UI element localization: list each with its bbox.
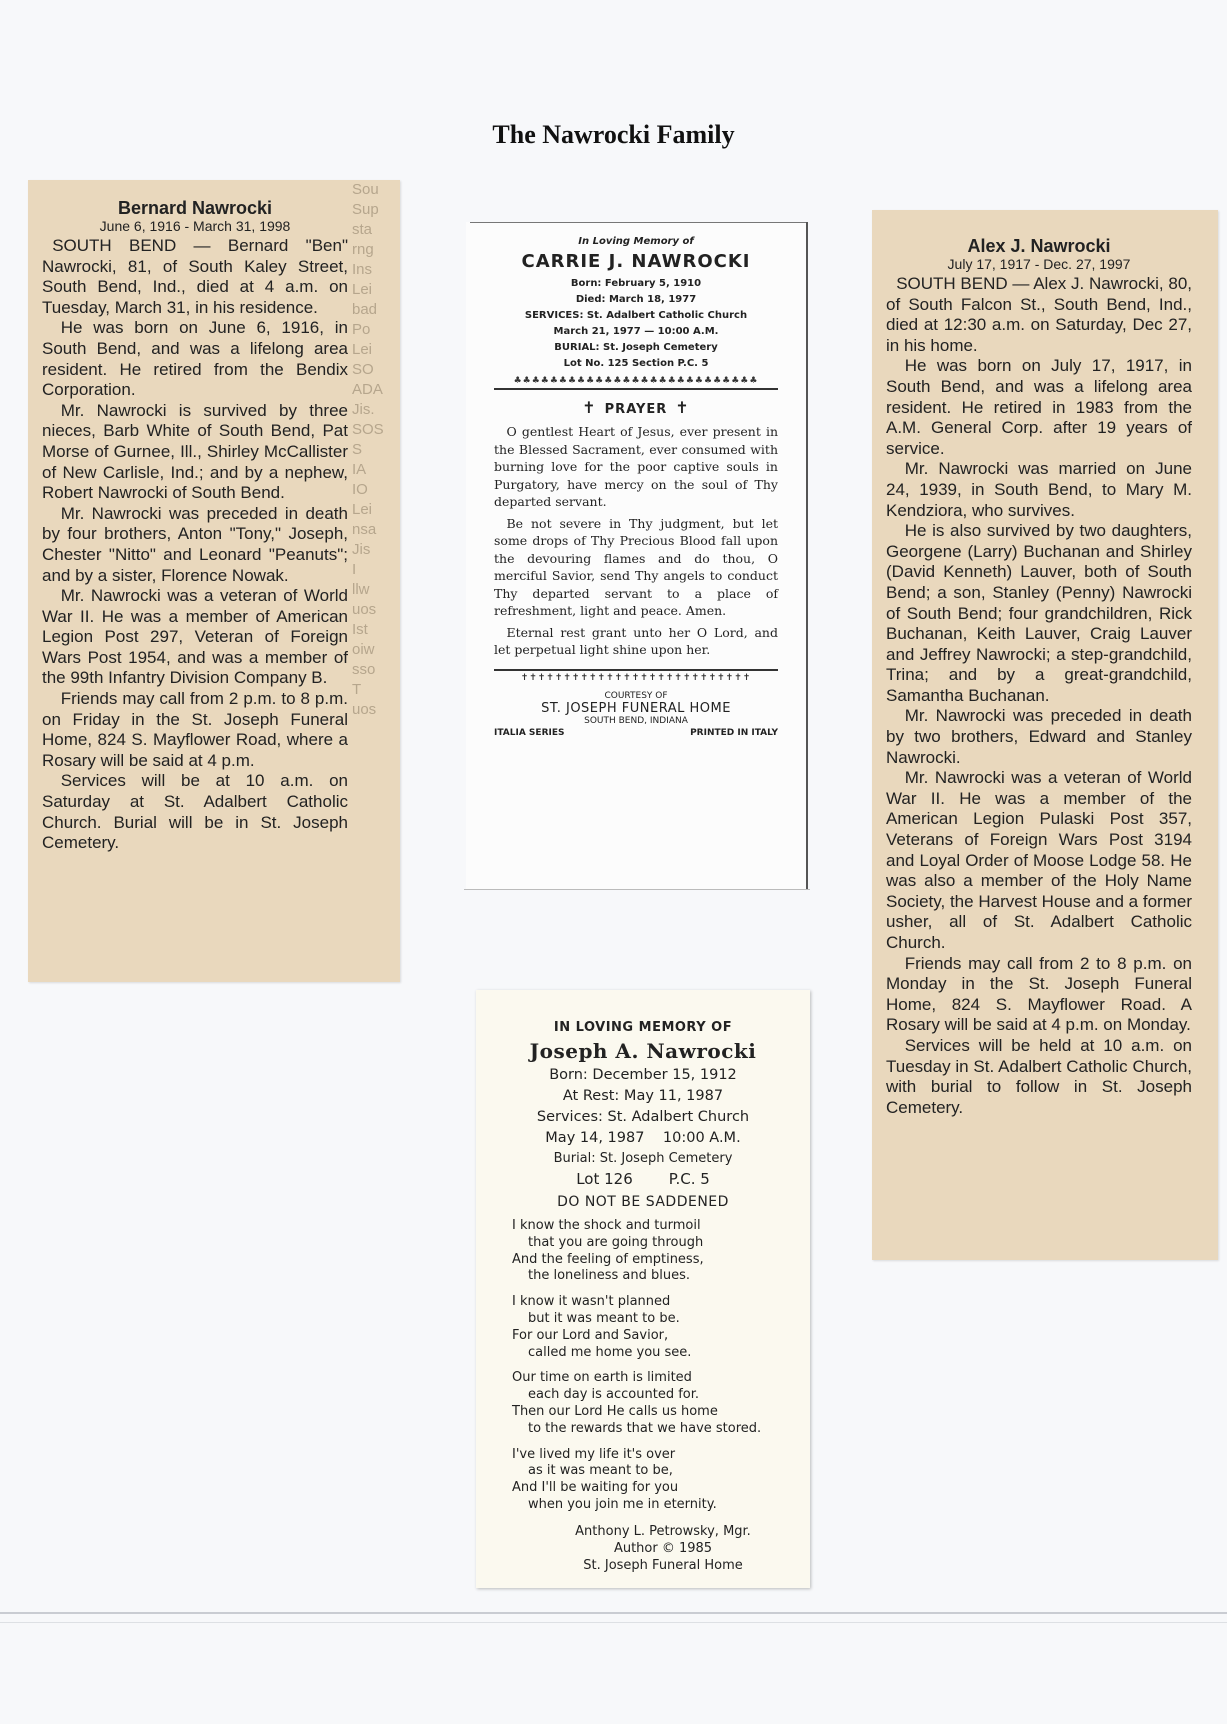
card-burial: Burial: St. Joseph Cemetery — [553, 1151, 733, 1166]
poem-line: that you are going through — [528, 1234, 704, 1250]
card-memory-heading: IN LOVING MEMORY OF — [553, 1020, 733, 1035]
bleed-fragment: uos — [352, 701, 377, 718]
bleed-fragment: SOS — [352, 421, 384, 438]
obituary-clipping-alex — [872, 210, 1218, 1260]
prayer-paragraph: Eternal rest grant unto her O Lord, and let perpetual light shine upon her. — [494, 624, 778, 657]
page-bottom-edge — [0, 1612, 1227, 1614]
bleed-fragment: Lei — [352, 341, 373, 358]
bleed-fragment: Sup — [352, 201, 379, 218]
bleed-fragment: SO — [352, 361, 374, 378]
poem-line: And I'll be waiting for you — [512, 1480, 679, 1496]
author-line: Anthony L. Petrowsky, Mgr. — [575, 1523, 751, 1539]
obituary-paragraph: Friends may call from 2 to 8 p.m. on Monday in the St. Joseph Funeral Home, 824 S. Mayflower Road. A Rosary will be said at 4 p.m. on Monday. — [886, 953, 1192, 1035]
obituary-clipping-bernard — [28, 180, 400, 982]
bleed-fragment: rng — [352, 241, 374, 258]
card-name: CARRIE J. NAWROCKI — [521, 251, 751, 272]
cross-icon: ✝ — [675, 398, 690, 417]
card-courtesy: COURTESY OF — [604, 690, 668, 701]
obituary-paragraph: He was born on July 17, 1917, in South Bend, and was a lifelong area resident. He retired in 1983 from the A.M. General Corp. after 19 years of service. — [886, 356, 1192, 458]
poem-line: the loneliness and blues. — [528, 1268, 691, 1284]
obituary-paragraph: Friends may call from 2 p.m. to 8 p.m. on Friday in the St. Joseph Funeral Home, 824 S. Mayflower Road, where a Rosary will be said at 4 p.m. — [42, 689, 348, 770]
bleed-fragment: Ist — [352, 621, 368, 638]
obituary-paragraph: Mr. Nawrocki was a veteran of World War II. He was a member of American Legion Post 297, Veteran of Foreign Wars Post 1954, and was a member of the 99th Infantry Division Company B. — [42, 586, 348, 688]
poem-stanza — [512, 1294, 796, 1361]
obituary-name: Bernard Nawrocki — [117, 198, 273, 218]
card-born: Born: February 5, 1910 — [570, 278, 702, 289]
card-bottom-line — [464, 889, 810, 890]
bleed-fragment: bad — [352, 301, 378, 318]
bleed-fragment: ADA — [352, 381, 383, 398]
card-services-date: May 14, 1987 10:00 A.M. — [545, 1130, 741, 1146]
prayer-paragraph: O gentlest Heart of Jesus, ever present in the Blessed Sacrament, ever consumed with burning love for the poor captive souls in Purgatory, have mercy on the soul of Thy departed servant. — [494, 424, 778, 509]
prayer-title-text: PRAYER — [604, 402, 668, 417]
card-cross-row: ✝✝✝✝✝✝✝✝✝✝✝✝✝✝✝✝✝✝✝✝✝✝✝✝✝✝✝ — [520, 672, 752, 683]
card-services-date: March 21, 1977 — 10:00 A.M. — [553, 326, 719, 337]
prayer-card-carrie — [466, 222, 808, 890]
bleed-fragment: S — [352, 441, 363, 458]
page-bottom-edge — [0, 1622, 1227, 1623]
card-city: SOUTH BEND, INDIANA — [584, 715, 688, 726]
card-lot-row — [490, 1168, 796, 1190]
bleed-fragment: IA — [352, 461, 367, 478]
poem-stanza — [512, 1218, 796, 1285]
card-divider — [494, 388, 778, 390]
obituary-paragraph: Mr. Nawrocki is survived by three nieces, Barb White of South Bend, Pat Morse of Gurnee, Ill., Shirley McCallister of New Carlisle, Ind.; and by a nephew, Robert Nawrocki of South Bend. — [42, 400, 348, 503]
bleed-through-text — [352, 180, 396, 982]
bleed-fragment: Lei — [352, 281, 373, 298]
card-name: Joseph A. Nawrocki — [529, 1039, 757, 1063]
prayer-paragraph: Be not severe in Thy judgment, but let some drops of Thy Precious Blood fall upon the devouring flames and do thou, O merciful Savior, send Thy angels to conduct Thy departed servant to a place of refreshment, light and peace. Amen. — [494, 515, 778, 618]
poem-stanza — [512, 1447, 796, 1514]
bleed-fragment: IO — [352, 481, 368, 498]
cross-icon: ✝ — [582, 398, 597, 417]
obituary-paragraph: Mr. Nawrocki was a veteran of World War II. He was a member of the American Legion Pulaski Post 357, Veterans of Foreign Wars Post 3194 and Loyal Order of Moose Lodge 58. He was also a member of the Holy Name Society, the Harvest House and a former usher, all of St. Adalbert Catholic Church. — [886, 768, 1192, 952]
bleed-fragment: Po — [352, 321, 371, 338]
obituary-paragraph: He is also survived by two daughters, Georgene (Larry) Buchanan and Shirley (David Kenneth) Lauver, both of South Bend; a son, Stanley (Penny) Nawrocki of South Bend; four grandchildren, Rick Buchanan, Keith Lauver, Craig Lauver and Jeffrey Nawrocki; a step-grandchild, Trina; and by a great-grandchild, Samantha Buchanan. — [886, 521, 1192, 705]
poem-line: Our time on earth is limited — [512, 1370, 692, 1386]
poem-stanza — [512, 1370, 796, 1437]
bleed-fragment: llw — [352, 581, 370, 598]
card-memory-heading: In Loving Memory of — [578, 236, 694, 247]
card-footer — [494, 728, 778, 738]
obituary-name: Alex J. Nawrocki — [967, 236, 1111, 256]
card-section: P.C. 5 — [668, 1170, 710, 1188]
obituary-dates: June 6, 1916 - March 31, 1998 — [99, 218, 291, 234]
bleed-fragment: T — [352, 681, 362, 698]
poem-line: I know it wasn't planned — [512, 1294, 671, 1310]
obituary-paragraph: He was born on June 6, 1916, in South Bend, and was a lifelong area resident. He retired from the Bendix Corporation. — [42, 318, 348, 400]
card-author — [490, 1523, 796, 1574]
bleed-fragment: nsa — [352, 521, 377, 538]
bleed-fragment: Jis — [352, 541, 371, 558]
bleed-fragment: uos — [352, 601, 377, 618]
bleed-fragment: Lei — [352, 501, 373, 518]
card-died: Died: March 18, 1977 — [575, 294, 697, 305]
obituary-paragraph: Services will be at 10 a.m. on Saturday at St. Adalbert Catholic Church. Burial will be in St. Joseph Cemetery. — [42, 771, 348, 853]
card-rest: At Rest: May 11, 1987 — [562, 1088, 724, 1104]
bleed-fragment: Jis. — [352, 401, 375, 418]
author-line: Author © 1985 — [613, 1540, 713, 1556]
poem-line: And the feeling of emptiness, — [512, 1251, 704, 1267]
poem-line: when you join me in eternity. — [528, 1496, 717, 1512]
memorial-card-joseph — [476, 990, 810, 1588]
card-series: ITALIA SERIES — [494, 727, 565, 738]
card-ornament-row: ♣♣♣♣♣♣♣♣♣♣♣♣♣♣♣♣♣♣♣♣♣♣♣♣♣♣♣ — [513, 376, 759, 386]
bleed-fragment: Ins — [352, 261, 373, 278]
poem-line: but it was meant to be. — [528, 1310, 680, 1326]
bleed-fragment: sso — [352, 661, 376, 678]
bleed-fragment: Sou — [352, 181, 379, 198]
card-funeral-home: ST. JOSEPH FUNERAL HOME — [541, 700, 731, 716]
poem-line: called me home you see. — [528, 1344, 692, 1360]
card-lot: Lot 126 — [576, 1170, 633, 1188]
obituary-paragraph: Mr. Nawrocki was preceded in death by four brothers, Anton "Tony," Joseph, Chester "Nitto" and Leonard "Peanuts"; and by a sister, Florence Nowak. — [42, 503, 348, 585]
poem-title: DO NOT BE SADDENED — [557, 1194, 729, 1210]
card-born: Born: December 15, 1912 — [549, 1067, 737, 1083]
poem-line: I've lived my life it's over — [512, 1446, 676, 1462]
obituary-paragraph: Mr. Nawrocki was married on June 24, 1939, in South Bend, to Mary M. Kendziora, who survives. — [886, 459, 1192, 520]
card-burial: BURIAL: St. Joseph Cemetery — [554, 342, 718, 353]
poem-line: I know the shock and turmoil — [512, 1218, 701, 1233]
poem-line: as it was meant to be, — [528, 1463, 673, 1479]
obituary-paragraph: Services will be held at 10 a.m. on Tuesday in St. Adalbert Catholic Church, with burial to follow in St. Joseph Cemetery. — [886, 1035, 1192, 1117]
author-line: St. Joseph Funeral Home — [583, 1557, 743, 1573]
obituary-paragraph: SOUTH BEND — Bernard "Ben" Nawrocki, 81, of South Kaley Street, South Bend, Ind., died at 4 a.m. on Tuesday, March 31, in his residence. — [42, 236, 348, 317]
poem-line: each day is accounted for. — [528, 1387, 700, 1403]
bleed-fragment: sta — [352, 221, 373, 238]
bleed-fragment: I — [352, 561, 357, 578]
page-title: The Nawrocki Family — [492, 120, 735, 149]
card-top-line — [470, 222, 806, 223]
card-services: SERVICES: St. Adalbert Catholic Church — [524, 310, 748, 321]
obituary-paragraph: SOUTH BEND — Alex J. Nawrocki, 80, of South Falcon St., South Bend, Ind., died at 12:30 a.m. on Saturday, Dec 27, in his home. — [886, 274, 1192, 355]
card-services: Services: St. Adalbert Church — [536, 1109, 750, 1125]
bleed-fragment: oiw — [352, 641, 375, 658]
prayer-title — [494, 398, 778, 417]
card-lot: Lot No. 125 Section P.C. 5 — [563, 358, 709, 369]
poem-line: Then our Lord He calls us home — [512, 1403, 718, 1419]
card-divider — [494, 669, 778, 671]
poem-line: For our Lord and Savior, — [512, 1327, 669, 1343]
obituary-dates: July 17, 1917 - Dec. 27, 1997 — [947, 256, 1131, 272]
card-printed: PRINTED IN ITALY — [690, 727, 778, 738]
obituary-paragraph: Mr. Nawrocki was preceded in death by two brothers, Edward and Stanley Nawrocki. — [886, 706, 1192, 767]
poem-line: to the rewards that we have stored. — [528, 1420, 762, 1436]
